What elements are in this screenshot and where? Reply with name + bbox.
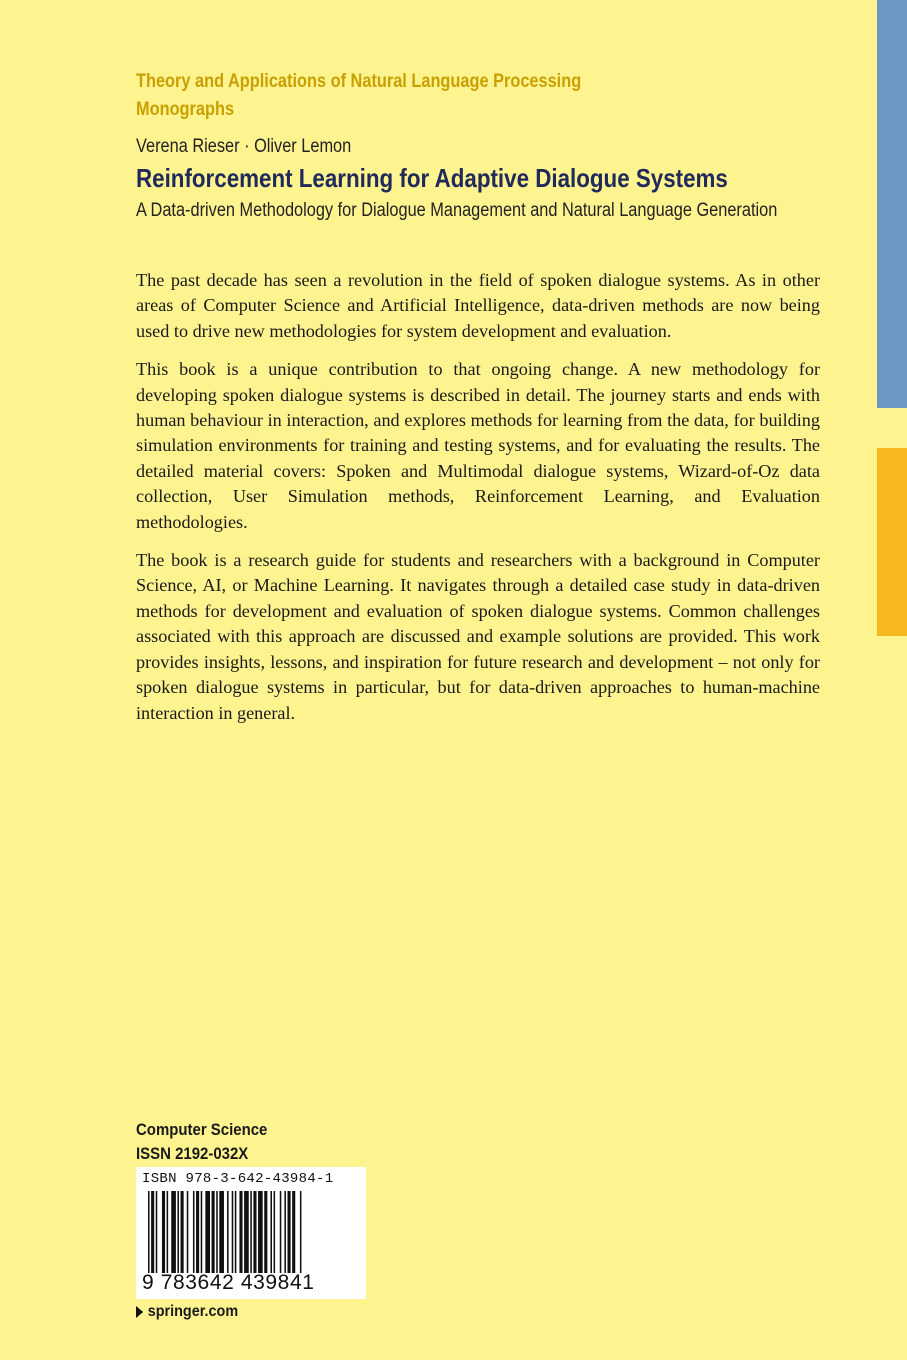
isbn-label: ISBN 978-3-642-43984-1: [142, 1171, 334, 1187]
barcode: [136, 1167, 366, 1299]
book-title: Reinforcement Learning for Adaptive Dialogue Systems: [136, 163, 728, 193]
barcode-bar: [171, 1191, 176, 1273]
barcode-bar: [201, 1191, 203, 1273]
subject-category: Computer Science: [136, 1120, 268, 1139]
barcode-bar: [227, 1191, 229, 1273]
barcode-bar: [264, 1191, 267, 1273]
spine-blue-band: [877, 0, 907, 408]
barcode-bar: [151, 1191, 154, 1273]
barcode-bar: [156, 1191, 158, 1273]
barcode-bar: [244, 1191, 249, 1273]
issn: ISSN 2192-032X: [136, 1144, 249, 1163]
blurb-paragraph-1: The past decade has seen a revolution in the field of spoken dialogue systems. As in other areas of Computer Science and Artificial Intelligence, data-driven methods are now being used to drive new methodologies for system development and evaluation.: [136, 270, 820, 341]
series-name: Theory and Applications of Natural Language Processing: [136, 71, 582, 92]
barcode-bar: [292, 1191, 295, 1273]
barcode-bar: [235, 1191, 237, 1273]
barcode-bar: [270, 1191, 272, 1273]
authors: Verena Rieser · Oliver Lemon: [136, 136, 352, 157]
series-heading: [136, 68, 581, 124]
barcode-bar: [148, 1191, 150, 1273]
barcode-bar: [181, 1191, 184, 1273]
spine-yellow-band: [877, 448, 907, 636]
barcode-bar: [162, 1191, 165, 1273]
barcode-bar: [167, 1191, 169, 1273]
barcode-bar: [232, 1191, 234, 1273]
barcode-bar: [216, 1191, 218, 1273]
barcode-bar: [219, 1191, 224, 1273]
barcode-bar: [193, 1191, 195, 1273]
website-link[interactable]: [136, 1301, 238, 1323]
blurb-paragraph-3: The book is a research guide for students and researchers with a background in Computer Science, AI, or Machine Learning. It navigates through a detailed case study in data-driven methods for development and evaluation of spoken dialogue systems. Common challenges associated with this approach are discussed and example solutions are provided. This work provides insights, lessons, and inspiration for future research and development – not only for spoken dialogue systems in particular, but for data-driven approaches to human-machine interaction in general.: [136, 550, 820, 723]
barcode-bar: [280, 1191, 282, 1273]
barcode-bar: [187, 1191, 189, 1273]
website-text: springer.com: [147, 1303, 239, 1320]
barcode-bar: [250, 1191, 252, 1273]
arrow-right-icon: [136, 1306, 143, 1318]
blurb: [136, 268, 820, 739]
barcode-bar: [274, 1191, 276, 1273]
barcode-bar: [258, 1191, 263, 1273]
barcode-bar: [177, 1191, 179, 1273]
ean-digits: 9 783642 439841: [142, 1271, 315, 1294]
barcode-bar: [300, 1191, 302, 1273]
barcode-bar: [288, 1191, 291, 1273]
blurb-paragraph-2: This book is a unique contribution to that ongoing change. A new methodology for developing spoken dialogue systems is described in detail. The journey starts and ends with human behaviour in interaction, and explores methods for learning from the data, for building simulation environments for training and testing systems, and for evaluating the results. The detailed material covers: Spoken and Multimodal dialogue systems, Wizard-of-Oz data collection, User Simulation methods, Reinforcement Learning, and Evaluation methodologies.: [136, 359, 820, 532]
barcode-bar: [239, 1191, 242, 1273]
barcode-bar: [212, 1191, 215, 1273]
barcode-bar: [253, 1191, 256, 1273]
series-type: Monographs: [136, 99, 235, 120]
barcode-bar: [284, 1191, 286, 1273]
book-subtitle: A Data-driven Methodology for Dialogue Management and Natural Language Generation: [136, 200, 778, 221]
barcode-bar: [196, 1191, 199, 1273]
barcode-bar: [205, 1191, 210, 1273]
barcode-bars: [142, 1191, 360, 1273]
